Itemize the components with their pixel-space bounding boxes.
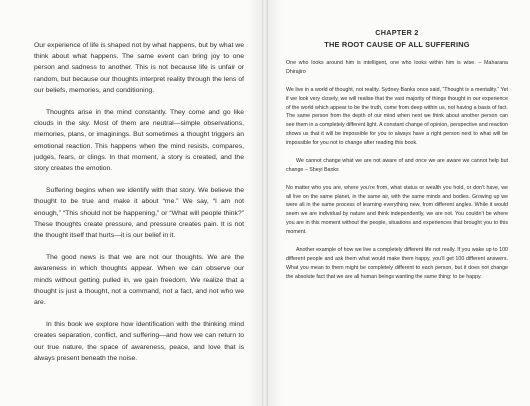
left-paragraph-5: In this book we explore how identification with the thinking mind creates separation, conflict, and suffering—and how we can return to our true nature, the space of awareness, peace, and love that is always present beneath the noise. (34, 321, 244, 362)
epigraph-quote: One who looks around him is intelligent, one who looks within him is wise. – Maharana Dhirajiro (286, 60, 508, 75)
right-paragraph-2: No matter who you are, where you’re from, what status or wealth you hold, or don’t have, we all live on the same planet, in the same air, with the same minds and bodies. Growing up we were all in the same process of learning everything new, from different angles. While it would seem we are individual by nature and think independently, we are not. You couldn’t be where you are in this moment without the people, situations and experiences that brought you to this moment. (286, 184, 508, 236)
right-page-shadow (268, 0, 282, 406)
right-quote-2: We cannot change what we are not aware of and once we are aware we cannot help but change – Sheyi Banks (286, 157, 508, 173)
left-page (0, 0, 262, 406)
right-paragraph-3: Another example of how we live a completely different life not really. If you wake up to 100 different people and ask them what would make them happy, you’ll get 100 different answers. What you mean to them might be completely different to each person, but it does not change the absolute fact that we are all human beings wanting the same thing: to be happy. (286, 246, 508, 280)
right-page (268, 0, 530, 406)
left-page-shadow (248, 0, 262, 406)
left-paragraph-1: Our experience of life is shaped not by what happens, but by what we think about what happens. The same event can bring joy to one person and sadness to another. This is not because life is unfair or random, but because our thoughts interpret reality through the lens of our beliefs, memories, and conditioning. (34, 42, 244, 94)
chapter-number: CHAPTER 2 (375, 28, 419, 37)
left-paragraph-3: Suffering begins when we identify with that story. We believe the thought to be true and make it about “me.” We say, “I am not enough,” “This should not be happening,” or “What will people think?” These thoughts create pressure, and pressure creates pain. It is not the thought itself that hurts—it is our belief in it. (34, 187, 244, 240)
left-paragraph-2: Thoughts arise in the mind constantly. They come and go like clouds in the sky. Most of them are neutral—simple observations, memories, plans, or imaginings. But sometimes a thought triggers an emotional reaction. This happens when the mind resists, compares, judges, fears, or clings. In that moment, a story is created, and the story creates the emotion. (34, 109, 244, 173)
left-paragraph-4: The good news is that we are not our thoughts. We are the awareness in which thoughts appear. When we can observe our minds without getting pulled in, we gain freedom. We realize that a thought is just a thought, not a command, not a fact, and not who we are. (34, 254, 244, 307)
right-paragraph-1: We live in a world of thought, not reality. Sydney Banks once said, “Thought is a mentality.” Yet if we look very closely, we will realise that the vast majority of things thought in our experience of the world which appear to be the truth, come from deep within us, not having a basis of fact. The same person from the depth of our mind when next we think about another person can see them in a completely different light. A constant change of opinion, perspective and reaction shows us that it will be impossible for you to always have a right person next to what will be impossible for you not to change after reading this book. (286, 86, 508, 147)
chapter-title: THE ROOT CAUSE OF ALL SUFFERING (324, 40, 470, 49)
